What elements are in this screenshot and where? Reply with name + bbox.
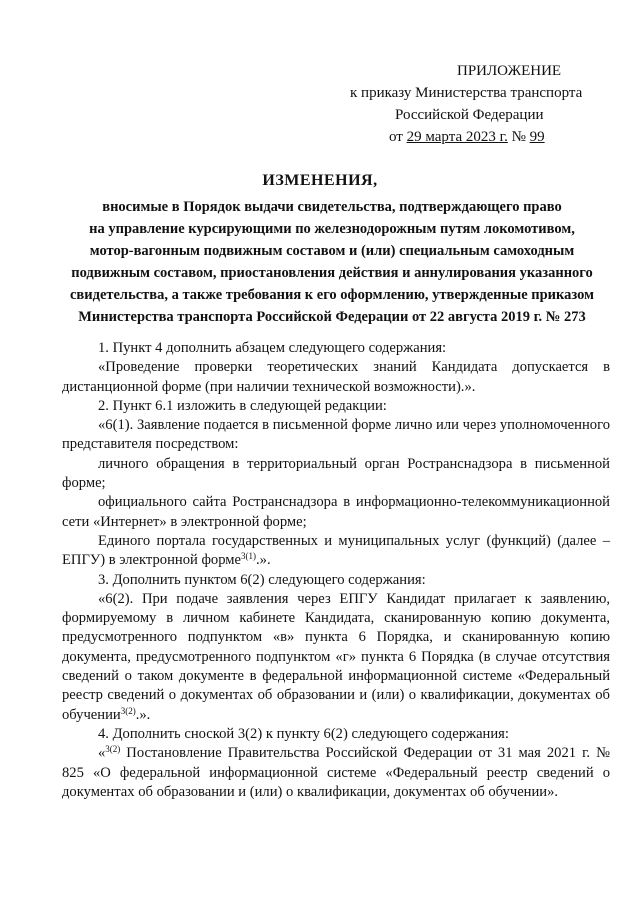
subtitle-line: на управление курсирующими по железнодорожным путям локомотивом, xyxy=(89,221,575,237)
document-body xyxy=(62,339,610,802)
appendix-country-line: Российской Федерации xyxy=(395,107,544,123)
quote-3-text: «6(2). При подаче заявления через ЕПГУ Кандидат прилагает к заявлению, формируемому в личном кабинете Кандидата, сканированную копию документа, предусмотренного подпунктом «в» пункта 6 Порядка, и сканированную копию документа, предусмотренного подпунктом «г» пункта 6 Порядка (в случае отсутствия сведений о таком документе в федеральной информационной системе «Федеральный реестр сведений о документах об образовании и (или) о квалификации, документах об обучении xyxy=(62,590,610,723)
appendix-header xyxy=(340,60,640,148)
option-3-end: .». xyxy=(256,552,271,569)
paragraph-quote-2: «6(1). Заявление подается в письменной форме лично или через уполномоченного представителя посредством: xyxy=(62,417,610,453)
paragraph-item-2: 2. Пункт 6.1 изложить в следующей редакции: xyxy=(98,397,387,414)
number-sign: № xyxy=(507,129,530,145)
subtitle-line: вносимые в Порядок выдачи свидетельства, подтверждающего право xyxy=(102,199,562,215)
footnote-ref: 3(1) xyxy=(241,551,256,562)
paragraph-option-2: официального сайта Ространснадзора в информационно-телекоммуникационной сети «Интернет» в электронной форме; xyxy=(62,494,610,530)
paragraph-footnote xyxy=(62,744,610,802)
paragraph-quote-1: «Проведение проверки теоретических знаний Кандидата допускается в дистанционной форме (при наличии технической возможности).». xyxy=(62,359,610,395)
appendix-title: ПРИЛОЖЕНИЕ xyxy=(457,63,562,79)
quote-3-end: .». xyxy=(135,706,151,723)
paragraph-option-3 xyxy=(62,532,610,571)
subtitle-line: подвижным составом, приостановления действия и аннулирования указанного xyxy=(71,265,593,281)
paragraph-quote-3 xyxy=(62,590,610,725)
document-title: ИЗМЕНЕНИЯ, xyxy=(262,172,378,189)
subtitle-line: Министерства транспорта Российской Федерации от 22 августа 2019 г. № 273 xyxy=(78,309,586,325)
document-subtitle xyxy=(62,196,602,328)
order-date: 29 марта 2023 г. xyxy=(406,129,508,145)
subtitle-line: свидетельства, а также требования к его оформлению, утвержденные приказом xyxy=(69,287,595,303)
paragraph-item-1: 1. Пункт 4 дополнить абзацем следующего содержания: xyxy=(98,340,447,356)
appendix-order-line: к приказу Министерства транспорта xyxy=(350,85,583,101)
footnote-text: Постановление Правительства Российской Федерации от 31 мая 2021 г. № 825 «О федеральной информационной системе «Федеральный реестр сведений о документах об образовании и (или) о квалификации, документах об обучении». xyxy=(62,745,610,800)
paragraph-item-4: 4. Дополнить сноской 3(2) к пункту 6(2) следующего содержания: xyxy=(98,725,509,742)
date-prefix: от xyxy=(389,129,407,145)
option-3-text: Единого портала государственных и муниципальных услуг (функций) (далее – ЕПГУ) в электронной форме xyxy=(62,532,610,569)
order-number: 99 xyxy=(529,129,545,145)
footnote-open-quote: « xyxy=(98,745,106,762)
appendix-date-line xyxy=(389,126,640,148)
footnote-ref: 3(2) xyxy=(120,705,136,716)
footnote-marker: 3(2) xyxy=(105,744,121,755)
paragraph-item-3: 3. Дополнить пунктом 6(2) следующего содержания: xyxy=(98,571,426,588)
subtitle-line: мотор-вагонным подвижным составом и (или) специальным самоходным xyxy=(89,243,575,259)
paragraph-option-1: личного обращения в территориальный орган Ространснадзора в письменной форме; xyxy=(62,455,610,492)
